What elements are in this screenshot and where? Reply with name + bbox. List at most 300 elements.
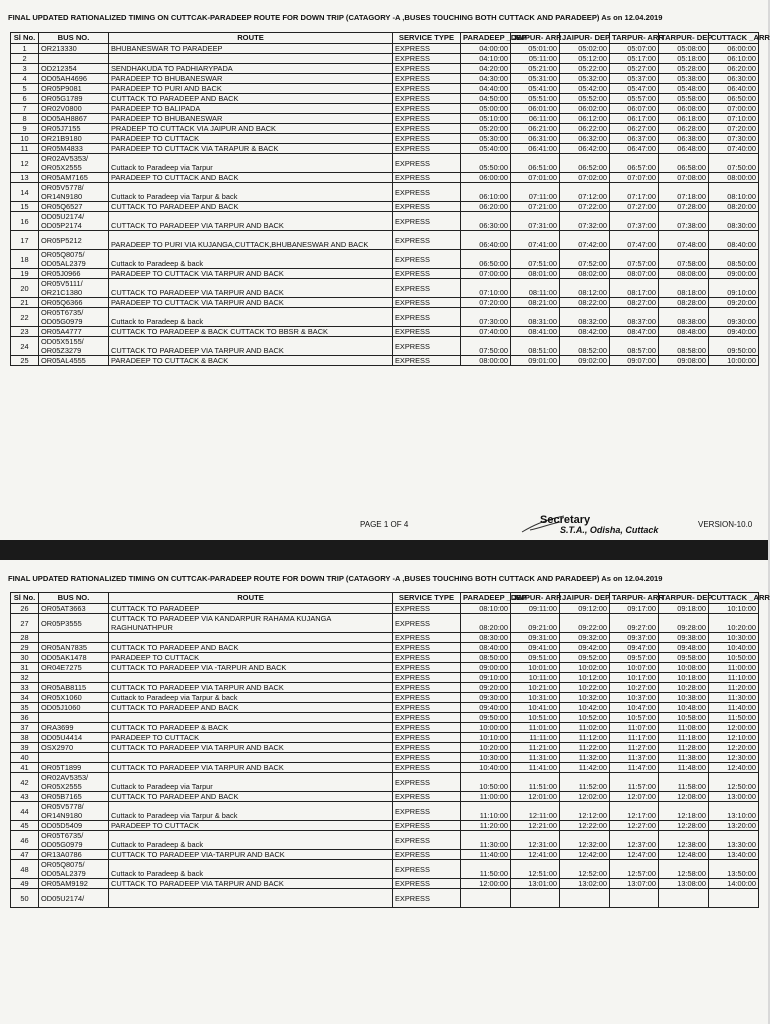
bus-number-cell: OR05T1899 — [39, 763, 109, 773]
table-row — [11, 792, 759, 802]
bus-number-cell: OR05AT3663 — [39, 604, 109, 614]
bus-number-cell: OR05V5778/ OR14N9180 — [39, 183, 109, 202]
time-cell: 06:27:00 — [610, 124, 659, 134]
time-cell: 08:28:00 — [659, 298, 709, 308]
time-cell: 12:51:00 — [511, 860, 560, 879]
serial-number-cell: 47 — [11, 850, 39, 860]
route-cell: CUTTACK TO PARADEEP VIA TARPUR AND BACK — [109, 279, 393, 298]
time-cell: 13:40:00 — [709, 850, 759, 860]
service-type-cell: EXPRESS — [393, 821, 461, 831]
route-cell: PARADEEP TO BHUBANESWAR — [109, 114, 393, 124]
time-cell: 09:02:00 — [560, 356, 610, 366]
time-cell: 09:38:00 — [659, 633, 709, 643]
time-cell: 11:30:00 — [709, 693, 759, 703]
time-cell: 12:48:00 — [659, 850, 709, 860]
service-type-cell: EXPRESS — [393, 279, 461, 298]
time-cell: 05:07:00 — [610, 44, 659, 54]
table-row — [11, 269, 759, 279]
route-cell: PRADEEP TO CUTTACK VIA JAIPUR AND BACK — [109, 124, 393, 134]
time-cell: 09:50:00 — [709, 337, 759, 356]
time-cell: 11:02:00 — [560, 723, 610, 733]
route-cell — [109, 713, 393, 723]
bus-number-cell: OD05J1060 — [39, 703, 109, 713]
time-cell: 05:31:00 — [511, 74, 560, 84]
version-label: VERSION-10.0 — [698, 520, 753, 529]
time-cell: 11:32:00 — [560, 753, 610, 763]
column-header: TARPUR- DEP — [659, 593, 709, 604]
time-cell: 07:40:00 — [461, 327, 511, 337]
time-cell: 06:12:00 — [560, 114, 610, 124]
table-row — [11, 693, 759, 703]
time-cell: 11:10:00 — [461, 802, 511, 821]
time-cell: 12:37:00 — [610, 831, 659, 850]
time-cell: 10:30:00 — [709, 633, 759, 643]
page-title: FINAL UPDATED RATIONALIZED TIMING ON CUTTCAK-PARADEEP ROUTE FOR DOWN TRIP (CATAGORY -A ,BUSES TOUCHING BOTH CUTTACK AND PARADEEP) As on 12.04.2019 — [8, 574, 663, 583]
time-cell: 06:02:00 — [560, 104, 610, 114]
service-type-cell: EXPRESS — [393, 713, 461, 723]
time-cell: 12:17:00 — [610, 802, 659, 821]
time-cell: 12:58:00 — [659, 860, 709, 879]
time-cell: 11:12:00 — [560, 733, 610, 743]
time-cell: 10:22:00 — [560, 683, 610, 693]
table-row — [11, 773, 759, 792]
serial-number-cell: 16 — [11, 212, 39, 231]
time-cell: 07:58:00 — [659, 250, 709, 269]
table-row — [11, 154, 759, 173]
bus-number-cell — [39, 753, 109, 763]
time-cell: 12:07:00 — [610, 792, 659, 802]
service-type-cell: EXPRESS — [393, 879, 461, 889]
time-cell: 05:21:00 — [511, 64, 560, 74]
time-cell: 09:20:00 — [461, 683, 511, 693]
bus-number-cell: OD05U2174/ — [39, 889, 109, 908]
time-cell: 07:07:00 — [610, 173, 659, 183]
time-cell: 05:08:00 — [659, 44, 709, 54]
time-cell: 10:12:00 — [560, 673, 610, 683]
time-cell: 05:52:00 — [560, 94, 610, 104]
time-cell: 10:37:00 — [610, 693, 659, 703]
time-cell: 06:07:00 — [610, 104, 659, 114]
time-cell: 06:37:00 — [610, 134, 659, 144]
time-cell: 06:10:00 — [461, 183, 511, 202]
service-type-cell: EXPRESS — [393, 850, 461, 860]
bus-number-cell: OD05U2174/ OD05P2174 — [39, 212, 109, 231]
time-cell: 08:12:00 — [560, 279, 610, 298]
bus-number-cell: OR05M4833 — [39, 144, 109, 154]
time-cell: 09:17:00 — [610, 604, 659, 614]
time-cell: 07:40:00 — [709, 144, 759, 154]
time-cell: 11:00:00 — [461, 792, 511, 802]
serial-number-cell: 46 — [11, 831, 39, 850]
time-cell: 05:20:00 — [461, 124, 511, 134]
time-cell: 11:30:00 — [461, 831, 511, 850]
time-cell: 06:30:00 — [709, 74, 759, 84]
time-cell: 11:40:00 — [461, 850, 511, 860]
time-cell: 13:10:00 — [709, 802, 759, 821]
time-cell: 10:11:00 — [511, 673, 560, 683]
service-type-cell: EXPRESS — [393, 74, 461, 84]
serial-number-cell: 36 — [11, 713, 39, 723]
time-cell: 08:30:00 — [461, 633, 511, 643]
time-cell: 09:11:00 — [511, 604, 560, 614]
time-cell: 09:22:00 — [560, 614, 610, 633]
time-cell: 10:51:00 — [511, 713, 560, 723]
time-cell: 06:20:00 — [709, 64, 759, 74]
time-cell: 05:28:00 — [659, 64, 709, 74]
time-cell: 06:00:00 — [709, 44, 759, 54]
service-type-cell: EXPRESS — [393, 653, 461, 663]
bus-number-cell: OR05P9081 — [39, 84, 109, 94]
time-cell: 07:28:00 — [659, 202, 709, 212]
time-cell: 10:50:00 — [461, 773, 511, 792]
time-cell — [461, 889, 511, 908]
time-cell: 08:02:00 — [560, 269, 610, 279]
route-cell — [109, 673, 393, 683]
table-row — [11, 64, 759, 74]
time-cell: 11:22:00 — [560, 743, 610, 753]
time-cell: 06:52:00 — [560, 154, 610, 173]
time-cell: 09:27:00 — [610, 614, 659, 633]
table-row — [11, 821, 759, 831]
service-type-cell: EXPRESS — [393, 231, 461, 250]
bus-number-cell: OR05Q6366 — [39, 298, 109, 308]
time-cell: 06:42:00 — [560, 144, 610, 154]
time-cell: 08:58:00 — [659, 337, 709, 356]
bus-number-cell: OD05U4414 — [39, 733, 109, 743]
time-cell: 05:41:00 — [511, 84, 560, 94]
serial-number-cell: 8 — [11, 114, 39, 124]
service-type-cell: EXPRESS — [393, 308, 461, 327]
time-cell: 05:37:00 — [610, 74, 659, 84]
route-cell: PARADEEP TO CUTTACK — [109, 134, 393, 144]
page-separator — [0, 540, 768, 560]
table-row — [11, 850, 759, 860]
service-type-cell: EXPRESS — [393, 173, 461, 183]
table-row — [11, 643, 759, 653]
column-header: TARPUR- ARR — [610, 33, 659, 44]
time-cell: 07:02:00 — [560, 173, 610, 183]
route-cell: PARADEEP TO CUTTACK VIA TARPUR AND BACK — [109, 269, 393, 279]
serial-number-cell: 48 — [11, 860, 39, 879]
route-cell: Cuttack to Paradeep & back — [109, 860, 393, 879]
time-cell: 10:07:00 — [610, 663, 659, 673]
serial-number-cell: 2 — [11, 54, 39, 64]
service-type-cell: EXPRESS — [393, 802, 461, 821]
table-row — [11, 298, 759, 308]
time-cell: 11:10:00 — [709, 673, 759, 683]
time-cell: 12:22:00 — [560, 821, 610, 831]
route-cell: CUTTACK TO PARADEEP VIA TARPUR AND BACK — [109, 683, 393, 693]
time-cell: 08:10:00 — [461, 604, 511, 614]
column-header: Sl No. — [11, 593, 39, 604]
serial-number-cell: 3 — [11, 64, 39, 74]
serial-number-cell: 18 — [11, 250, 39, 269]
table-row — [11, 723, 759, 733]
time-cell: 08:00:00 — [461, 356, 511, 366]
table-row — [11, 831, 759, 850]
route-cell — [109, 889, 393, 908]
time-cell: 06:40:00 — [709, 84, 759, 94]
service-type-cell: EXPRESS — [393, 643, 461, 653]
time-cell: 10:27:00 — [610, 683, 659, 693]
serial-number-cell: 45 — [11, 821, 39, 831]
time-cell: 13:01:00 — [511, 879, 560, 889]
table-row — [11, 231, 759, 250]
time-cell: 13:08:00 — [659, 879, 709, 889]
serial-number-cell: 17 — [11, 231, 39, 250]
time-cell: 11:31:00 — [511, 753, 560, 763]
time-cell: 05:30:00 — [461, 134, 511, 144]
time-cell: 10:20:00 — [461, 743, 511, 753]
bus-number-cell: OR02AV5353/ OR05X2555 — [39, 154, 109, 173]
time-cell: 06:31:00 — [511, 134, 560, 144]
time-cell: 10:38:00 — [659, 693, 709, 703]
serial-number-cell: 6 — [11, 94, 39, 104]
time-cell: 09:01:00 — [511, 356, 560, 366]
time-cell: 13:50:00 — [709, 860, 759, 879]
bus-number-cell: OR213330 — [39, 44, 109, 54]
route-cell: CUTTACK TO PARADEEP VIA TARPUR AND BACK — [109, 337, 393, 356]
service-type-cell: EXPRESS — [393, 614, 461, 633]
route-cell: PARADEEP TO CUTTACK — [109, 653, 393, 663]
time-cell: 07:22:00 — [560, 202, 610, 212]
time-cell: 13:02:00 — [560, 879, 610, 889]
time-cell: 10:00:00 — [461, 723, 511, 733]
serial-number-cell: 26 — [11, 604, 39, 614]
column-header: SERVICE TYPE — [393, 33, 461, 44]
serial-number-cell: 29 — [11, 643, 39, 653]
schedule-page-2 — [0, 560, 768, 1024]
time-cell: 10:48:00 — [659, 703, 709, 713]
bus-number-cell: OR05P5212 — [39, 231, 109, 250]
serial-number-cell: 24 — [11, 337, 39, 356]
serial-number-cell: 44 — [11, 802, 39, 821]
bus-number-cell: OR02AV5353/ OR05X2555 — [39, 773, 109, 792]
route-cell: CUTTACK TO PARADEEP AND BACK — [109, 94, 393, 104]
time-cell: 05:02:00 — [560, 44, 610, 54]
service-type-cell: EXPRESS — [393, 44, 461, 54]
time-cell: 09:30:00 — [709, 308, 759, 327]
table-row — [11, 889, 759, 908]
time-cell: 06:10:00 — [709, 54, 759, 64]
service-type-cell: EXPRESS — [393, 64, 461, 74]
time-cell: 07:31:00 — [511, 212, 560, 231]
serial-number-cell: 43 — [11, 792, 39, 802]
bus-number-cell: OD05AH8867 — [39, 114, 109, 124]
route-cell: Cuttack to Paradeep & back — [109, 831, 393, 850]
bus-number-cell: OR05A4777 — [39, 327, 109, 337]
time-cell: 07:51:00 — [511, 250, 560, 269]
time-cell: 12:50:00 — [709, 773, 759, 792]
time-cell: 11:50:00 — [709, 713, 759, 723]
time-cell: 10:50:00 — [709, 653, 759, 663]
column-header: BUS NO. — [39, 593, 109, 604]
signature-org: S.T.A., Odisha, Cuttack — [560, 525, 659, 535]
route-cell: PARADEEP TO CUTTACK AND BACK — [109, 173, 393, 183]
time-cell: 10:30:00 — [461, 753, 511, 763]
bus-number-cell: OR02V0800 — [39, 104, 109, 114]
time-cell: 05:58:00 — [659, 94, 709, 104]
time-cell: 09:21:00 — [511, 614, 560, 633]
time-cell: 09:31:00 — [511, 633, 560, 643]
time-cell: 08:22:00 — [560, 298, 610, 308]
bus-number-cell: ORA3699 — [39, 723, 109, 733]
time-cell: 06:41:00 — [511, 144, 560, 154]
table-row — [11, 653, 759, 663]
time-cell: 11:42:00 — [560, 763, 610, 773]
route-cell: PARADEEP TO CUTTACK VIA TARAPUR & BACK — [109, 144, 393, 154]
service-type-cell: EXPRESS — [393, 337, 461, 356]
time-cell: 09:58:00 — [659, 653, 709, 663]
bus-number-cell: OD05AH4696 — [39, 74, 109, 84]
time-cell: 06:01:00 — [511, 104, 560, 114]
time-cell: 10:32:00 — [560, 693, 610, 703]
time-cell: 11:50:00 — [461, 860, 511, 879]
time-cell — [659, 889, 709, 908]
page-footer — [0, 514, 768, 540]
time-cell: 12:08:00 — [659, 792, 709, 802]
service-type-cell: EXPRESS — [393, 663, 461, 673]
time-cell: 05:48:00 — [659, 84, 709, 94]
route-cell: PARADEEP TO BALIPADA — [109, 104, 393, 114]
time-cell: 11:11:00 — [511, 733, 560, 743]
service-type-cell: EXPRESS — [393, 202, 461, 212]
time-cell: 07:08:00 — [659, 173, 709, 183]
serial-number-cell: 33 — [11, 683, 39, 693]
route-cell: CUTTACK TO PARADEEP — [109, 604, 393, 614]
time-cell: 07:38:00 — [659, 212, 709, 231]
bus-number-cell: OD212354 — [39, 64, 109, 74]
column-header: TARPUR- DEP — [659, 33, 709, 44]
time-cell: 08:38:00 — [659, 308, 709, 327]
time-cell: 06:21:00 — [511, 124, 560, 134]
time-cell: 06:22:00 — [560, 124, 610, 134]
route-cell: SENDHAKUDA TO PADHIARYPADA — [109, 64, 393, 74]
service-type-cell: EXPRESS — [393, 743, 461, 753]
time-cell: 07:50:00 — [709, 154, 759, 173]
time-cell: 07:37:00 — [610, 212, 659, 231]
route-cell: CUTTACK TO PARADEEP & BACK — [109, 723, 393, 733]
time-cell: 08:11:00 — [511, 279, 560, 298]
serial-number-cell: 25 — [11, 356, 39, 366]
time-cell: 08:52:00 — [560, 337, 610, 356]
table-row — [11, 183, 759, 202]
table-row — [11, 250, 759, 269]
time-cell: 07:32:00 — [560, 212, 610, 231]
bus-number-cell: OR05V5778/ OR14N9180 — [39, 802, 109, 821]
time-cell: 05:47:00 — [610, 84, 659, 94]
time-cell: 07:30:00 — [709, 134, 759, 144]
time-cell: 07:42:00 — [560, 231, 610, 250]
time-cell: 07:48:00 — [659, 231, 709, 250]
serial-number-cell: 1 — [11, 44, 39, 54]
service-type-cell: EXPRESS — [393, 733, 461, 743]
serial-number-cell: 9 — [11, 124, 39, 134]
bus-number-cell: OR05AL4555 — [39, 356, 109, 366]
service-type-cell: EXPRESS — [393, 54, 461, 64]
serial-number-cell: 30 — [11, 653, 39, 663]
service-type-cell: EXPRESS — [393, 831, 461, 850]
time-cell: 08:47:00 — [610, 327, 659, 337]
column-header: BUS NO. — [39, 33, 109, 44]
column-header: CUTTACK _ARR — [709, 593, 759, 604]
service-type-cell: EXPRESS — [393, 114, 461, 124]
serial-number-cell: 4 — [11, 74, 39, 84]
time-cell: 10:42:00 — [560, 703, 610, 713]
time-cell: 09:37:00 — [610, 633, 659, 643]
serial-number-cell: 13 — [11, 173, 39, 183]
time-cell: 09:20:00 — [709, 298, 759, 308]
table-row — [11, 614, 759, 633]
time-cell: 04:30:00 — [461, 74, 511, 84]
serial-number-cell: 15 — [11, 202, 39, 212]
time-cell: 05:17:00 — [610, 54, 659, 64]
time-cell: 06:18:00 — [659, 114, 709, 124]
time-cell: 11:57:00 — [610, 773, 659, 792]
time-cell: 08:08:00 — [659, 269, 709, 279]
time-cell: 09:12:00 — [560, 604, 610, 614]
time-cell: 11:37:00 — [610, 753, 659, 763]
time-cell: 05:11:00 — [511, 54, 560, 64]
time-cell: 08:27:00 — [610, 298, 659, 308]
schedule-table — [10, 592, 770, 908]
time-cell: 12:40:00 — [709, 763, 759, 773]
time-cell: 07:50:00 — [461, 337, 511, 356]
column-header: ROUTE — [109, 33, 393, 44]
time-cell: 08:31:00 — [511, 308, 560, 327]
table-row — [11, 134, 759, 144]
time-cell: 04:10:00 — [461, 54, 511, 64]
bus-number-cell — [39, 673, 109, 683]
time-cell: 06:50:00 — [709, 94, 759, 104]
time-cell: 12:20:00 — [709, 743, 759, 753]
serial-number-cell: 32 — [11, 673, 39, 683]
time-cell: 07:12:00 — [560, 183, 610, 202]
time-cell: 07:30:00 — [461, 308, 511, 327]
route-cell: CUTTACK TO PARADEEP VIA KANDARPUR RAHAMA KUJANGA RAGHUNATHPUR — [109, 614, 393, 633]
time-cell: 06:38:00 — [659, 134, 709, 144]
time-cell: 05:27:00 — [610, 64, 659, 74]
service-type-cell: EXPRESS — [393, 269, 461, 279]
time-cell: 12:01:00 — [511, 792, 560, 802]
serial-number-cell: 19 — [11, 269, 39, 279]
page-number: PAGE 1 OF 4 — [360, 520, 409, 529]
time-cell: 08:57:00 — [610, 337, 659, 356]
bus-number-cell: OR05AM9192 — [39, 879, 109, 889]
table-row — [11, 84, 759, 94]
time-cell: 14:00:00 — [709, 879, 759, 889]
service-type-cell: EXPRESS — [393, 673, 461, 683]
time-cell: 12:12:00 — [560, 802, 610, 821]
time-cell: 09:52:00 — [560, 653, 610, 663]
table-row — [11, 703, 759, 713]
time-cell: 09:40:00 — [461, 703, 511, 713]
column-header: JAIPUR- ARR — [511, 33, 560, 44]
time-cell: 06:08:00 — [659, 104, 709, 114]
serial-number-cell: 42 — [11, 773, 39, 792]
time-cell: 08:18:00 — [659, 279, 709, 298]
table-row — [11, 683, 759, 693]
time-cell: 04:00:00 — [461, 44, 511, 54]
time-cell: 12:38:00 — [659, 831, 709, 850]
time-cell: 08:37:00 — [610, 308, 659, 327]
service-type-cell: EXPRESS — [393, 860, 461, 879]
table-header-row — [11, 33, 759, 44]
time-cell: 10:08:00 — [659, 663, 709, 673]
time-cell: 09:10:00 — [461, 673, 511, 683]
time-cell: 11:41:00 — [511, 763, 560, 773]
column-header: JAIPUR- DEP — [560, 593, 610, 604]
